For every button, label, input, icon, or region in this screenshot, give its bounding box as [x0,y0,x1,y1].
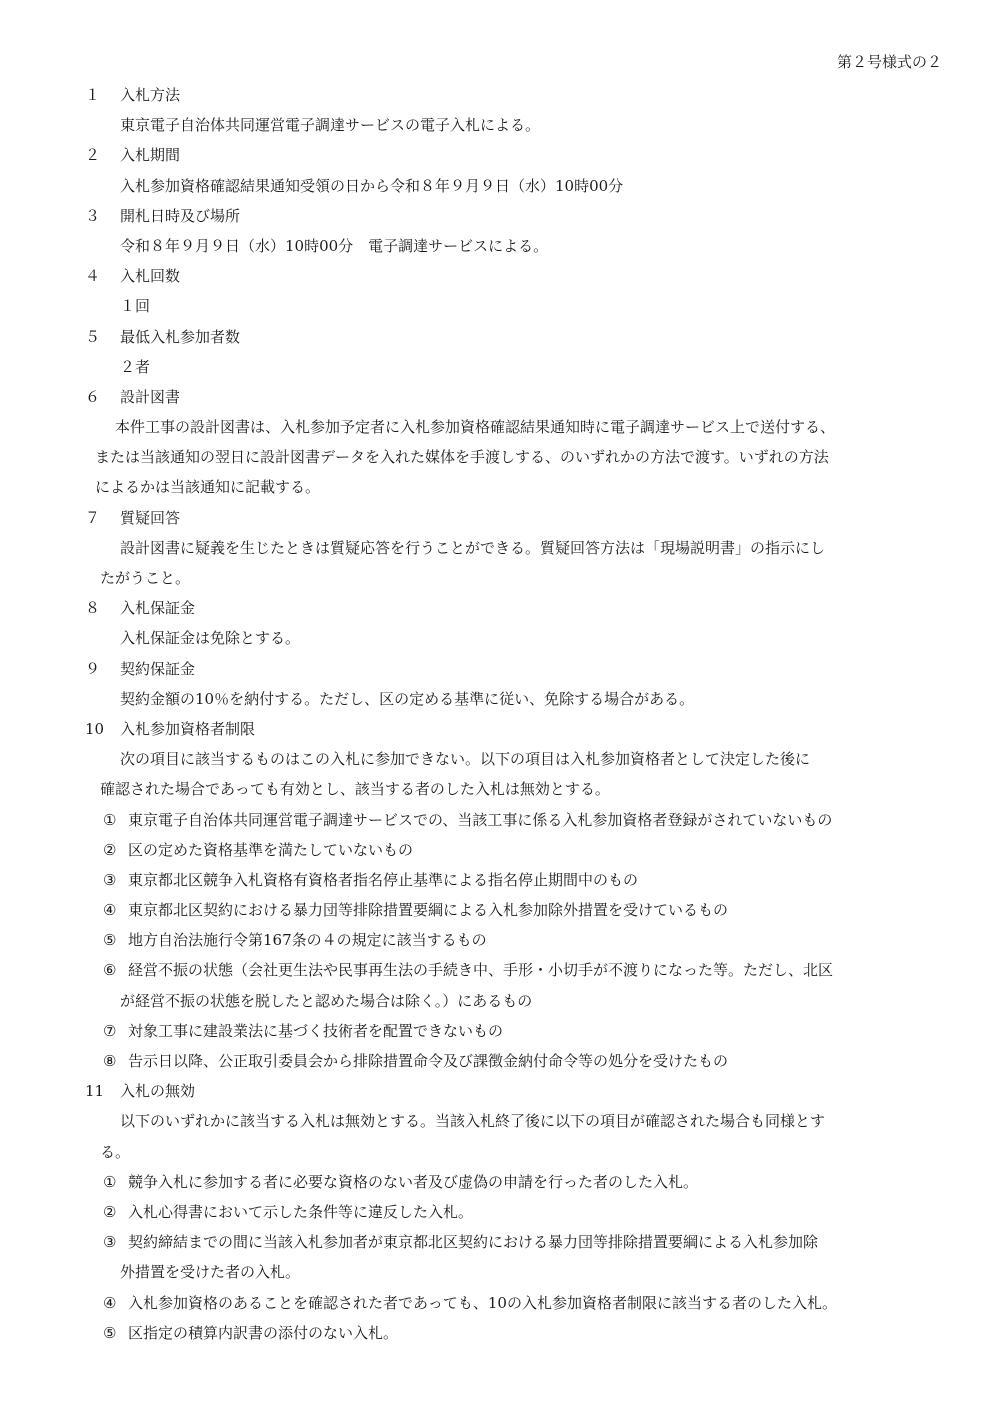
item-text: 対象工事に建設業法に基づく技術者を配置できないもの [128,1021,504,1040]
item-marker: ④ [103,901,117,920]
item-marker: ② [103,1202,117,1221]
paragraph-text: によるかは当該通知に記載する。 [95,478,321,497]
item-marker: ⑤ [103,1323,117,1342]
section-heading-4 [0,261,1000,291]
item-marker: ④ [103,1293,117,1312]
section-text: 東京電子自治体共同運営電子調達サービスの電子入札による。 [120,116,541,135]
section-heading-6 [0,382,1000,412]
item-text: 地方自治法施行令第167条の４の規定に該当するもの [128,931,487,950]
section-heading-9 [0,654,1000,684]
item-text: 告示日以降、公正取引委員会から排除措置命令及び課徴金納付命令等の処分を受けたもの [128,1052,729,1070]
section-heading-10 [0,714,1000,744]
item-text: 経営不振の状態（会社更生法や民事再生法の手続き中、手形・小切手が不渡りになった等。ただし、北区 [128,961,834,980]
section-text: 入札保証金は免除とする。 [120,629,301,648]
section-title: 質疑回答 [120,508,181,527]
section-body-1 [0,110,1000,140]
section-number: ２ [85,146,101,165]
section-text: 入札参加資格確認結果通知受領の日から令和８年９月９日（水）10時00分 [120,176,624,195]
list-item [0,1016,1000,1046]
section-body-4 [0,291,1000,321]
section-number: ６ [85,387,101,406]
section-body-3 [0,231,1000,261]
list-item [0,835,1000,865]
item-marker: ③ [103,1233,117,1252]
paragraph-line [0,1106,1000,1136]
item-text: 入札心得書において示した条件等に違反した入札。 [128,1202,474,1221]
paragraph-line [0,442,1000,472]
section-heading-8 [0,593,1000,623]
item-text: 契約締結までの間に当該入札参加者が東京都北区契約における暴力団等排除措置要綱による入札参加除 [128,1233,819,1252]
item-marker: ⑧ [103,1052,117,1070]
section-number: ７ [85,508,101,527]
paragraph-line [0,472,1000,502]
section-title: 入札期間 [120,146,181,165]
list-item [0,1227,1000,1257]
paragraph-text: 本件工事の設計図書は、入札参加予定者に入札参加資格確認結果通知時に電子調達サービス上で送付する、 [115,418,836,437]
section-title: 設計図書 [120,387,181,406]
list-item [0,925,1000,955]
section-text: 令和８年９月９日（水）10時00分 電子調達サービスによる。 [120,236,549,255]
section-heading-5 [0,322,1000,352]
paragraph-line [0,744,1000,774]
section-body-9 [0,684,1000,714]
list-item [0,1197,1000,1227]
section-heading-11 [0,1076,1000,1106]
section-title: 入札回数 [120,267,181,286]
section-number: 10 [85,719,105,738]
section-text: ２者 [120,357,151,376]
paragraph-line [0,563,1000,593]
item-marker: ⑥ [103,961,117,980]
item-marker: ① [103,1172,117,1191]
form-number: 第２号様式の２ [836,53,942,71]
item-text: 東京都北区競争入札資格有資格者指名停止基準による指名停止期間中のもの [128,870,639,889]
section-title: 入札保証金 [120,599,196,618]
section-number: 11 [85,1082,105,1101]
paragraph-text: 次の項目に該当するものはこの入札に参加できない。以下の項目は入札参加資格者として決定した後に [120,750,811,769]
paragraph-text: 確認された場合であっても有効とし、該当する者のした入札は無効とする。 [100,780,610,799]
section-heading-1 [0,80,1000,110]
section-title: 入札方法 [120,86,181,104]
list-item [0,805,1000,835]
section-title: 入札参加資格者制限 [120,719,256,738]
section-title: 契約保証金 [120,659,196,678]
item-marker: ⑤ [103,931,117,950]
list-item [0,1318,1000,1348]
section-body-5 [0,352,1000,382]
section-number: ５ [85,327,101,346]
item-marker: ② [103,840,117,859]
section-text: 契約金額の10％を納付する。ただし、区の定める基準に従い、免除する場合がある。 [120,689,695,708]
paragraph-line [0,774,1000,804]
document-body [0,80,1000,1348]
paragraph-text: 以下のいずれかに該当する入札は無効とする。当該入札終了後に以下の項目が確認された場合も同様とす [120,1112,826,1131]
section-number: ３ [85,206,101,225]
section-title: 最低入札参加者数 [120,327,241,346]
list-item [0,895,1000,925]
list-item [0,955,1000,985]
paragraph-line [0,1137,1000,1167]
item-text: が経営不振の状態を脱したと認めた場合は除く。）にあるもの [120,991,533,1010]
section-heading-3 [0,201,1000,231]
list-item-continuation [0,1257,1000,1287]
paragraph-text: または当該通知の翌日に設計図書データを入れた媒体を手渡しする、のいずれかの方法で渡す。いずれの方法 [95,448,829,467]
section-body-2 [0,171,1000,201]
paragraph-text: る。 [100,1142,131,1161]
list-item [0,865,1000,895]
section-text: １回 [120,297,151,316]
item-text: 区の定めた資格基準を満たしていないもの [128,840,414,859]
paragraph-line [0,533,1000,563]
list-item [0,1046,1000,1076]
item-marker: ① [103,810,117,829]
item-marker: ③ [103,870,117,889]
paragraph-line [0,412,1000,442]
item-text: 東京電子自治体共同運営電子調達サービスでの、当該工事に係る入札参加資格者登録がされていないもの [128,810,833,829]
section-body-8 [0,623,1000,653]
list-item-continuation [0,986,1000,1016]
section-number: ８ [85,599,101,618]
item-text: 入札参加資格のあることを確認された者であっても、10の入札参加資格者制限に該当する者のした入札。 [128,1293,837,1312]
section-number: ４ [85,267,101,286]
section-number: ９ [85,659,101,678]
item-text: 区指定の積算内訳書の添付のない入札。 [128,1323,399,1342]
paragraph-text: たがうこと。 [100,569,191,587]
paragraph-text: 設計図書に疑義を生じたときは質疑応答を行うことができる。質疑回答方法は「現場説明書」の指示にし [120,538,826,557]
item-text: 競争入札に参加する者に必要な資格のない者及び虚偽の申請を行った者のした入札。 [128,1172,699,1191]
section-heading-2 [0,140,1000,170]
item-marker: ⑦ [103,1021,117,1040]
list-item [0,1288,1000,1318]
section-heading-7 [0,503,1000,533]
list-item [0,1167,1000,1197]
section-title: 開札日時及び場所 [120,206,241,225]
item-text: 外措置を受けた者の入札。 [120,1263,301,1282]
section-number: １ [85,86,101,104]
item-text: 東京都北区契約における暴力団等排除措置要綱による入札参加除外措置を受けているもの [128,901,729,920]
section-title: 入札の無効 [120,1082,196,1101]
